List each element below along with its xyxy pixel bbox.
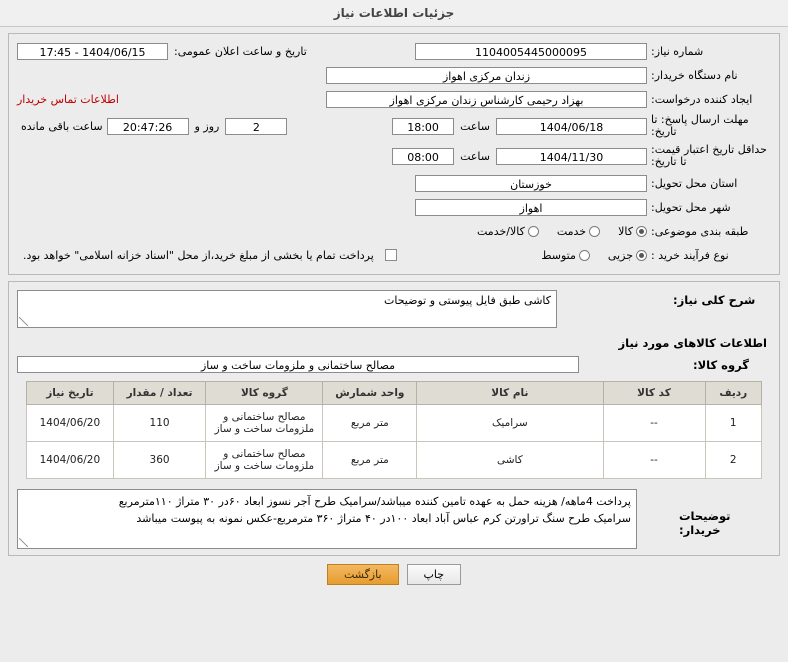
buyer-notes-line-2: سرامیک طرح سنگ تراورتن کرم عباس آباد ابعاد ۱۰۰در ۴۰ متراژ ۳۶۰ مترمربع-عکس نمونه به پیوست میباشد — [136, 512, 631, 525]
need-details-body — [9, 282, 779, 555]
row-min-validity — [17, 144, 771, 168]
cell-item-code: -- — [603, 442, 705, 479]
process-option-minor-label: جزیی — [607, 248, 633, 262]
category-option-service-label: خدمت — [556, 224, 587, 238]
row-buyer-notes — [17, 489, 771, 549]
goods-group-label: گروه کالا: — [693, 357, 749, 372]
cell-need-date: 1404/06/20 — [27, 442, 114, 479]
page-title: جزئیات اطلاعات نیاز — [333, 6, 455, 20]
th-need-date: تاریخ نیاز — [27, 382, 114, 405]
table-row — [27, 442, 762, 479]
general-description-text: کاشی طبق فایل پیوستی و توضیحات — [384, 294, 551, 307]
min-validity-time-label: ساعت — [460, 149, 490, 163]
cell-row-no: 2 — [705, 442, 761, 479]
creator-value: بهزاد رحیمی کارشناس زندان مرکزی اهواز — [326, 91, 647, 108]
cell-row-no: 1 — [705, 405, 761, 442]
remaining-days-value: 2 — [225, 118, 287, 135]
need-details-panel — [8, 281, 780, 556]
th-item-code: کد کالا — [603, 382, 705, 405]
goods-info-title: اطلاعات کالاهای مورد نیاز — [618, 336, 767, 350]
category-radio-group — [463, 225, 647, 238]
row-city — [17, 198, 771, 216]
th-row-no: ردیف — [705, 382, 761, 405]
treasury-bonds-checkbox-wrap[interactable] — [17, 249, 397, 262]
table-row — [27, 405, 762, 442]
min-validity-label: حداقل تاریخ اعتبار قیمت: تا تاریخ: — [651, 143, 767, 168]
creator-label: ایجاد کننده درخواست: — [651, 92, 753, 106]
public-announce-value: 1404/06/15 - 17:45 — [17, 43, 168, 60]
radio-dot-icon — [528, 226, 539, 237]
row-buyer-org — [17, 66, 771, 84]
treasury-bonds-note: پرداخت تمام یا بخشی از مبلغ خرید،از محل "اسناد خزانه اسلامی" خواهد بود. — [23, 248, 374, 262]
request-no-value: 1104005445000095 — [415, 43, 647, 60]
th-item-name: نام کالا — [417, 382, 603, 405]
min-validity-date-value: 1404/11/30 — [496, 148, 647, 165]
buyer-notes-label: توضیحات خریدار: — [679, 509, 731, 537]
category-option-service[interactable] — [557, 225, 600, 238]
cell-item-code: -- — [603, 405, 705, 442]
request-no-label: شماره نیاز: — [651, 44, 704, 58]
process-option-medium[interactable] — [541, 249, 590, 262]
print-button[interactable]: چاپ — [407, 564, 462, 585]
deadline-time-label: ساعت — [460, 119, 490, 133]
process-label: نوع فرآیند خرید : — [651, 248, 729, 262]
deadline-date-value: 1404/06/18 — [496, 118, 647, 135]
row-province — [17, 174, 771, 192]
radio-dot-icon — [579, 250, 590, 261]
goods-group-value: مصالح ساختمانی و ملزومات ساخت و ساز — [17, 356, 579, 373]
city-value: اهواز — [415, 199, 647, 216]
buyer-notes-line-1: پرداخت 4ماهه/ هزینه حمل به عهده تامین کننده میباشد/سرامیک طرح آجر نسوز ابعاد ۶۰در ۳۰ متراژ ۱۱۰مترمربع — [118, 495, 631, 508]
row-request-no — [17, 42, 771, 60]
cell-item-name: سرامیک — [417, 405, 603, 442]
th-item-group: گروه کالا — [206, 382, 323, 405]
goods-table — [26, 381, 762, 479]
cell-unit: متر مربع — [323, 405, 417, 442]
process-option-minor[interactable] — [608, 249, 647, 262]
province-label: استان محل تحویل: — [651, 176, 738, 190]
city-label: شهر محل تحویل: — [651, 200, 731, 214]
row-creator — [17, 90, 771, 108]
page-title-bar — [0, 0, 788, 27]
remaining-days-label: روز و — [194, 119, 220, 133]
table-header-row — [27, 382, 762, 405]
resize-handle-icon[interactable] — [19, 538, 28, 547]
need-info-grid — [9, 34, 779, 274]
buyer-org-label: نام دستگاه خریدار: — [651, 68, 738, 82]
cell-quantity: 110 — [113, 405, 206, 442]
row-general-description — [17, 290, 771, 328]
row-deadline — [17, 114, 771, 138]
buyer-org-value: زندان مرکزی اهواز — [326, 67, 647, 84]
cell-need-date: 1404/06/20 — [27, 405, 114, 442]
back-button[interactable]: بازگشت — [327, 564, 399, 585]
th-unit: واحد شمارش — [323, 382, 417, 405]
resize-handle-icon[interactable] — [19, 317, 28, 326]
category-option-goods[interactable] — [618, 225, 647, 238]
general-description-value — [17, 290, 557, 328]
category-option-goods-label: کالا — [618, 224, 633, 238]
cell-item-name: کاشی — [417, 442, 603, 479]
cell-unit: متر مربع — [323, 442, 417, 479]
cell-item-group: مصالح ساختمانی و ملزومات ساخت و ساز — [206, 442, 323, 479]
cell-item-group: مصالح ساختمانی و ملزومات ساخت و ساز — [206, 405, 323, 442]
row-category — [17, 222, 771, 240]
row-goods-group — [17, 356, 771, 373]
footer-actions — [0, 564, 788, 593]
category-option-goods-service-label: کالا/خدمت — [477, 224, 525, 238]
buyer-notes-value — [17, 489, 637, 549]
row-process-type — [17, 246, 771, 264]
province-value: خوزستان — [415, 175, 647, 192]
deadline-time-value: 18:00 — [392, 118, 454, 135]
th-quantity: تعداد / مقدار — [113, 382, 206, 405]
min-validity-time-value: 08:00 — [392, 148, 454, 165]
buyer-contact-link[interactable]: اطلاعات تماس خریدار — [17, 92, 119, 106]
deadline-label: مهلت ارسال پاسخ: تا تاریخ: — [651, 113, 749, 138]
general-description-label: شرح کلی نیاز: — [673, 293, 756, 307]
remaining-countdown-label: ساعت باقی مانده — [21, 119, 103, 133]
radio-dot-icon — [636, 226, 647, 237]
process-option-medium-label: متوسط — [541, 248, 576, 262]
radio-dot-icon — [636, 250, 647, 261]
category-option-goods-service[interactable] — [477, 225, 539, 238]
radio-dot-icon — [589, 226, 600, 237]
remaining-countdown-value: 20:47:26 — [107, 118, 189, 135]
need-info-panel — [8, 33, 780, 275]
category-label: طبقه بندی موضوعی: — [651, 224, 749, 238]
process-radio-group — [527, 249, 647, 262]
public-announce-label: تاریخ و ساعت اعلان عمومی: — [174, 44, 307, 58]
cell-quantity: 360 — [113, 442, 206, 479]
treasury-bonds-checkbox[interactable] — [385, 249, 397, 261]
